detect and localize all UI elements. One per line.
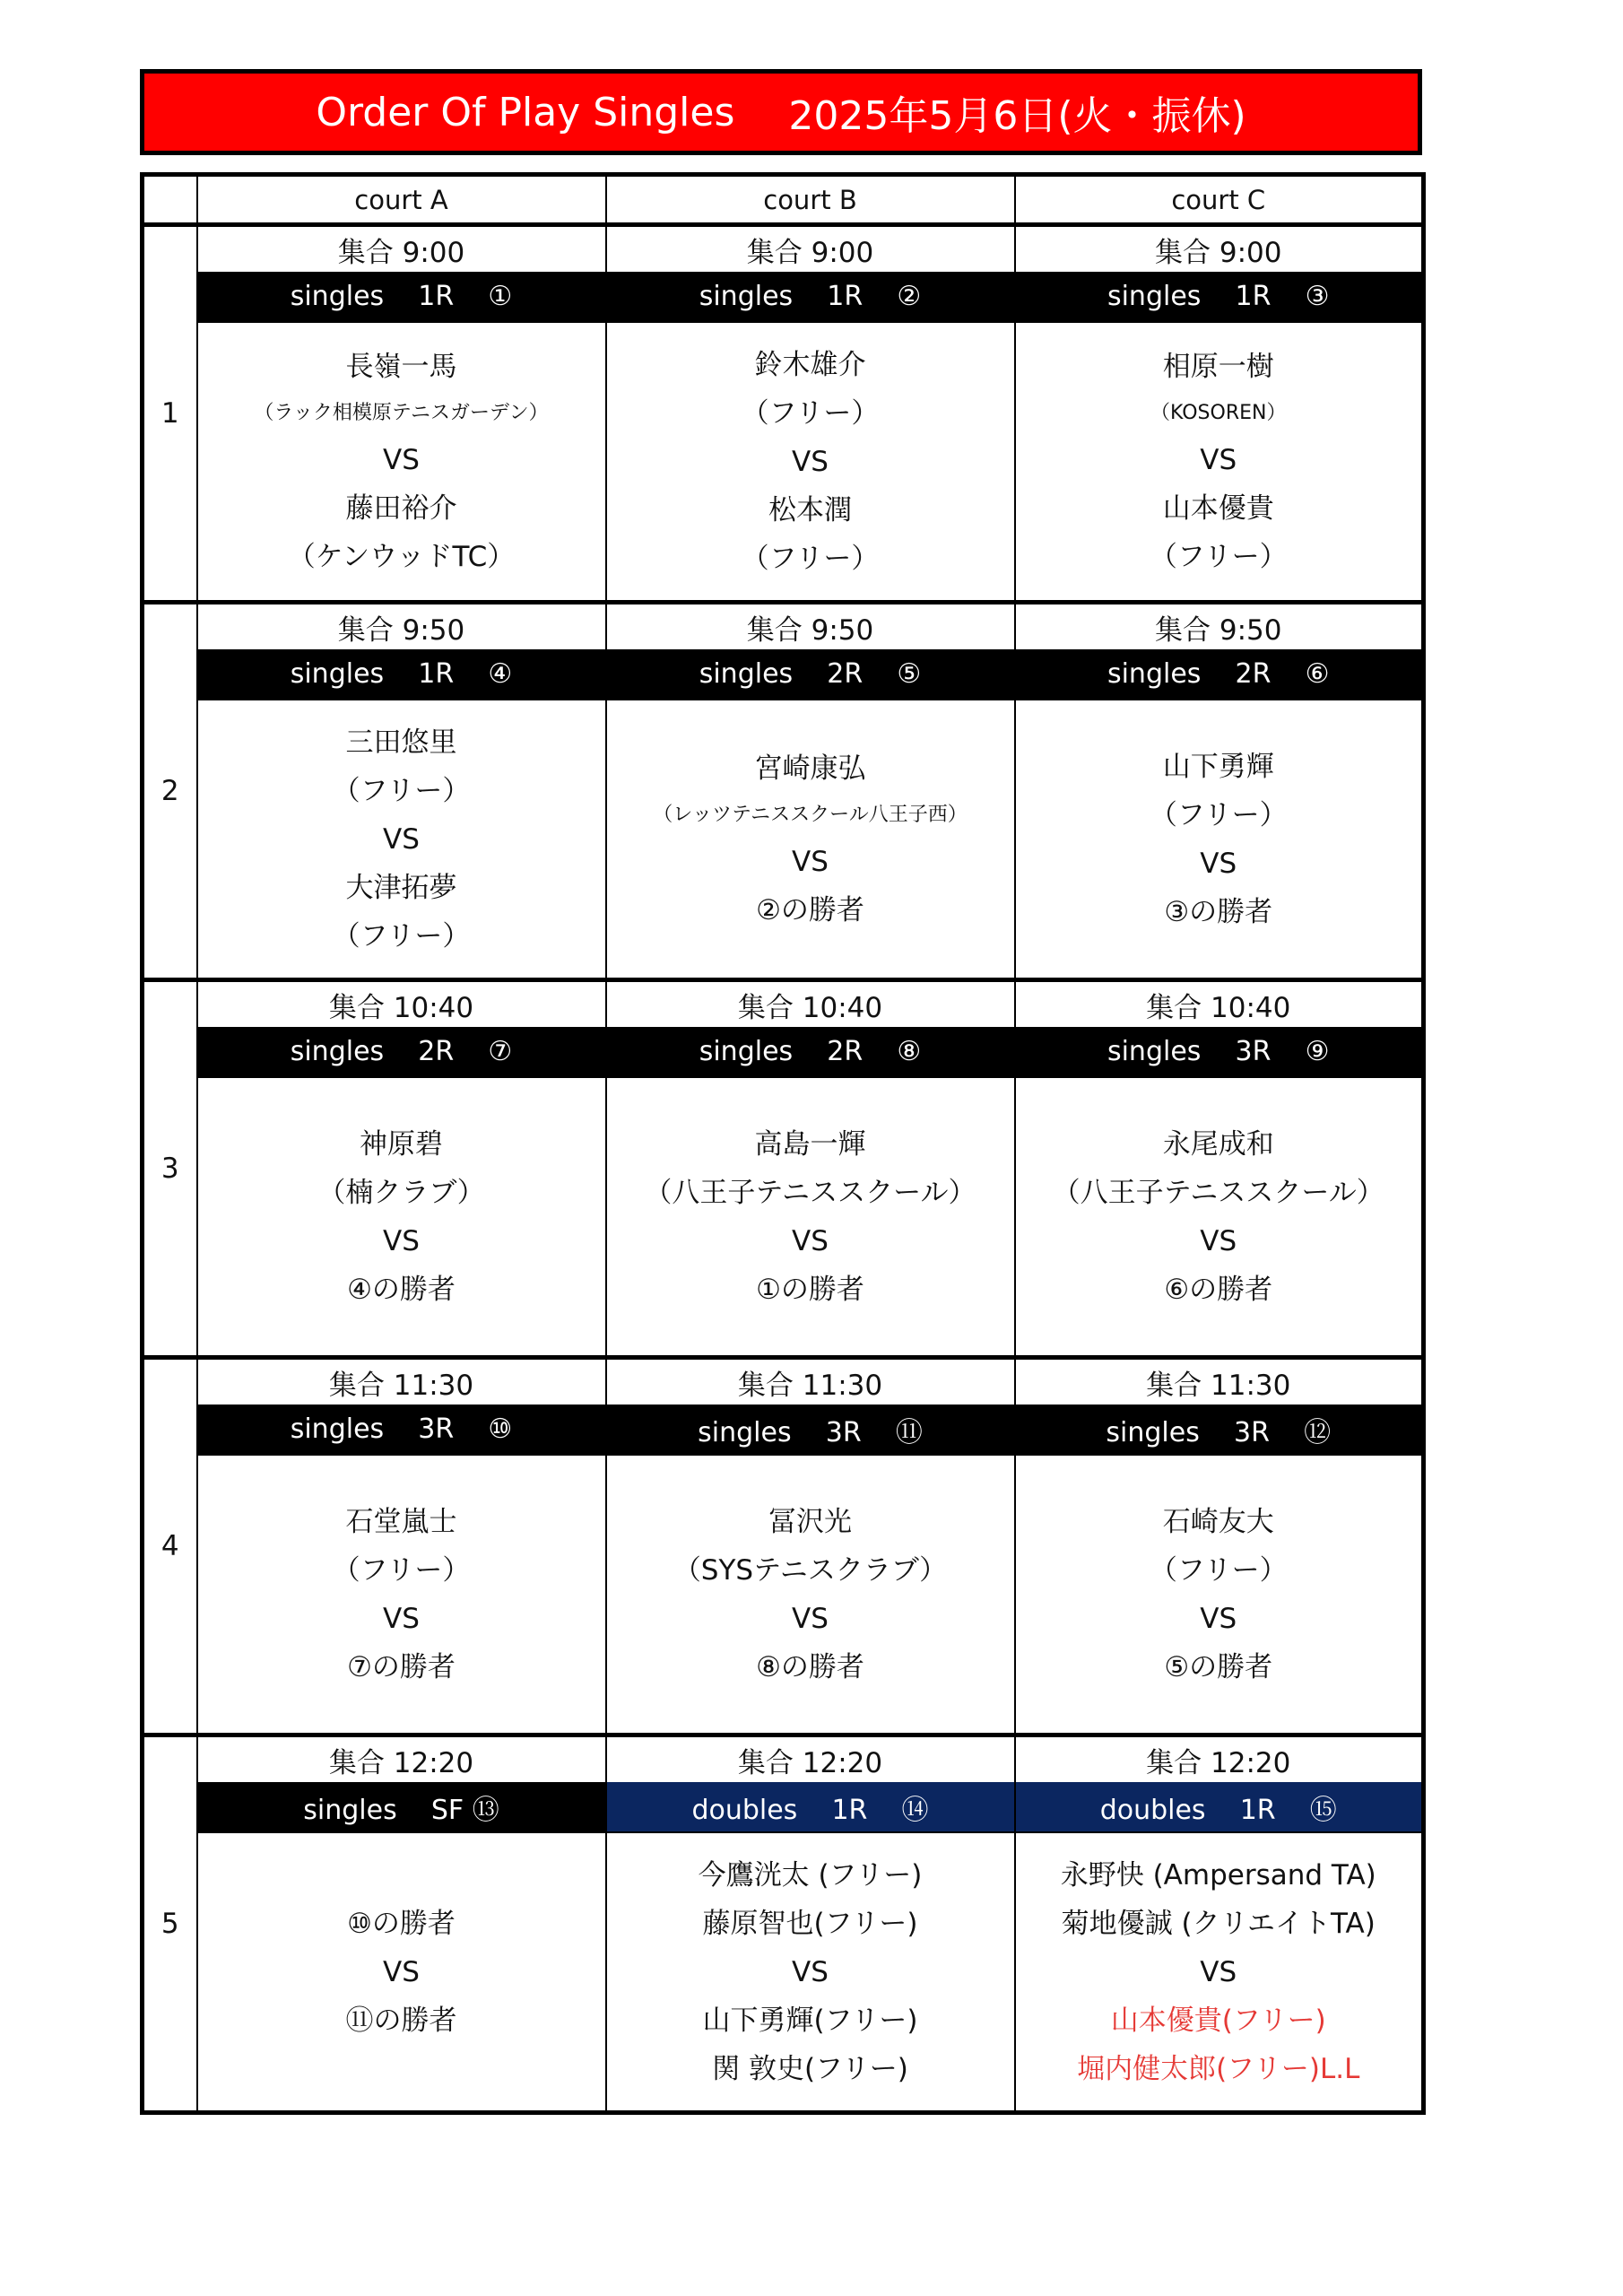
player-line: （ケンウッドTC） xyxy=(287,540,516,573)
player-line: （フリー） xyxy=(1149,540,1288,573)
round-1-time-row xyxy=(143,225,1424,273)
call-time-court-c: 集合 9:50 xyxy=(1015,603,1424,650)
players-cell-court-c xyxy=(1015,1455,1424,1735)
players-cell-court-c xyxy=(1015,1077,1424,1358)
round-2-players-row xyxy=(143,700,1424,980)
call-time-court-a: 集合 9:50 xyxy=(197,603,606,650)
players-cell-court-c xyxy=(1015,1832,1424,2113)
player-line: 相原一樹 xyxy=(1162,350,1274,383)
round-number: 3 xyxy=(143,980,197,1358)
round-number: 4 xyxy=(143,1358,197,1735)
player-line: ⑩の勝者 xyxy=(347,1907,456,1940)
round-4-match-row xyxy=(143,1405,1424,1455)
call-time-court-c: 集合 12:20 xyxy=(1015,1735,1424,1783)
match-label-court-b: singles 2R ⑤ xyxy=(606,649,1015,700)
call-time-court-b: 集合 10:40 xyxy=(606,980,1015,1028)
player-line: ④の勝者 xyxy=(347,1273,456,1306)
players-cell-court-b xyxy=(606,322,1015,603)
order-of-play-table xyxy=(140,172,1426,2115)
call-time-court-c: 集合 11:30 xyxy=(1015,1358,1424,1405)
header-row xyxy=(143,175,1424,225)
player-line: 山本優貴(フリー) xyxy=(1110,2004,1326,2037)
match-label-court-a: singles 1R ① xyxy=(197,272,606,322)
match-label-court-b: singles 3R ⑪ xyxy=(606,1405,1015,1455)
player-line: 高島一輝 xyxy=(754,1127,866,1161)
round-1-players-row xyxy=(143,322,1424,603)
player-lines xyxy=(198,1498,605,1692)
player-line: 今鷹洸太 (フリー) xyxy=(698,1858,923,1892)
player-line: 菊地優誠 (クリエイトTA) xyxy=(1061,1907,1376,1940)
players-cell-court-b xyxy=(606,1455,1015,1735)
match-label-court-c: singles 2R ⑥ xyxy=(1015,649,1424,700)
round-2-time-row xyxy=(143,603,1424,650)
player-line: ⑪の勝者 xyxy=(345,2004,457,2037)
player-lines xyxy=(198,718,605,961)
player-line: 長嶺一馬 xyxy=(345,350,457,383)
players-cell-court-a xyxy=(197,322,606,603)
call-time-court-b: 集合 12:20 xyxy=(606,1735,1015,1783)
call-time-court-b: 集合 11:30 xyxy=(606,1358,1015,1405)
player-lines xyxy=(607,744,1014,935)
player-line: （楠クラブ） xyxy=(317,1176,485,1209)
player-lines xyxy=(1016,1498,1422,1692)
match-label-court-c: doubles 1R ⑮ xyxy=(1015,1782,1424,1832)
player-line: （フリー） xyxy=(332,919,471,952)
vs-label: VS xyxy=(1200,1224,1237,1257)
vs-label: VS xyxy=(792,445,829,478)
players-cell-court-b xyxy=(606,700,1015,980)
page-title: Order Of Play Singles xyxy=(316,89,735,135)
call-time-court-a: 集合 11:30 xyxy=(197,1358,606,1405)
round-4-time-row xyxy=(143,1358,1424,1405)
round-1-match-row xyxy=(143,272,1424,322)
vs-label: VS xyxy=(383,1602,420,1635)
players-cell-court-a xyxy=(197,700,606,980)
player-lines xyxy=(198,1120,605,1314)
header-court-b: court B xyxy=(606,175,1015,225)
vs-label: VS xyxy=(792,1955,829,1988)
player-line: ⑥の勝者 xyxy=(1164,1273,1273,1306)
player-line: 松本潤 xyxy=(768,493,852,526)
match-label-court-c: singles 3R ⑫ xyxy=(1015,1405,1424,1455)
call-time-court-a: 集合 10:40 xyxy=(197,980,606,1028)
player-line: （フリー） xyxy=(332,1553,471,1587)
header-court-a: court A xyxy=(197,175,606,225)
round-3-players-row xyxy=(143,1077,1424,1358)
player-lines xyxy=(1016,743,1422,936)
call-time-court-a: 集合 12:20 xyxy=(197,1735,606,1783)
player-line: 永野快 (Ampersand TA) xyxy=(1060,1858,1376,1892)
player-line: （フリー） xyxy=(332,774,471,807)
player-line: （レッツテニススクール八王子西） xyxy=(653,803,968,826)
player-line: 石崎友大 xyxy=(1162,1505,1274,1538)
vs-label: VS xyxy=(1200,1602,1237,1635)
round-5-time-row xyxy=(143,1735,1424,1783)
player-line: （八王子テニススクール） xyxy=(644,1176,976,1209)
match-label-court-c: singles 3R ⑨ xyxy=(1015,1027,1424,1077)
player-line: （フリー） xyxy=(741,542,880,575)
players-cell-court-a xyxy=(197,1832,606,2113)
player-line: （ラック相模原テニスガーデン） xyxy=(254,401,549,424)
players-cell-court-c xyxy=(1015,700,1424,980)
header-court-c: court C xyxy=(1015,175,1424,225)
player-lines xyxy=(607,1851,1014,2093)
match-label-court-a: singles SF ⑬ xyxy=(197,1782,606,1832)
player-lines xyxy=(1016,1851,1422,2093)
player-line: （フリー） xyxy=(1149,1553,1288,1587)
player-line: 山本優貴 xyxy=(1162,491,1274,525)
vs-label: VS xyxy=(1200,1955,1237,1988)
player-line: （八王子テニススクール） xyxy=(1052,1176,1384,1209)
players-cell-court-a xyxy=(197,1455,606,1735)
player-line: 藤田裕介 xyxy=(345,491,457,525)
header-corner-cell xyxy=(143,175,197,225)
player-line: 大津拓夢 xyxy=(345,871,457,904)
player-line: 三田悠里 xyxy=(345,726,457,759)
player-line: 宮崎康弘 xyxy=(754,752,866,785)
player-line: ②の勝者 xyxy=(756,893,864,926)
player-line: ③の勝者 xyxy=(1164,895,1273,928)
call-time-court-b: 集合 9:50 xyxy=(606,603,1015,650)
player-line: 関 敦史(フリー) xyxy=(712,2052,908,2085)
call-time-court-c: 集合 9:00 xyxy=(1015,225,1424,273)
player-line: 石堂嵐士 xyxy=(345,1505,457,1538)
player-lines xyxy=(607,341,1014,583)
match-label-court-b: singles 1R ② xyxy=(606,272,1015,322)
round-2-match-row xyxy=(143,649,1424,700)
vs-label: VS xyxy=(792,1224,829,1257)
vs-label: VS xyxy=(1200,443,1237,476)
event-date: 2025年5月6日(火・振休) xyxy=(788,93,1246,139)
match-label-court-a: singles 3R ⑩ xyxy=(197,1405,606,1455)
player-line: ①の勝者 xyxy=(756,1273,864,1306)
player-line: （KOSOREN） xyxy=(1150,401,1287,424)
title-bar xyxy=(140,69,1422,155)
player-line: 永尾成和 xyxy=(1162,1127,1274,1161)
players-cell-court-b xyxy=(606,1832,1015,2113)
player-line: ⑦の勝者 xyxy=(347,1650,456,1683)
round-number: 5 xyxy=(143,1735,197,2113)
match-label-court-a: singles 1R ④ xyxy=(197,649,606,700)
vs-label: VS xyxy=(383,822,420,856)
round-number: 1 xyxy=(143,225,197,603)
round-3-time-row xyxy=(143,980,1424,1028)
player-line: 山下勇輝 xyxy=(1162,750,1274,783)
match-label-court-b: doubles 1R ⑭ xyxy=(606,1782,1015,1832)
player-line: （SYSテニスクラブ） xyxy=(673,1553,948,1587)
round-5-match-row xyxy=(143,1782,1424,1832)
match-label-court-c: singles 1R ③ xyxy=(1015,272,1424,322)
round-number: 2 xyxy=(143,603,197,980)
player-line: 冨沢光 xyxy=(768,1505,852,1538)
players-cell-court-b xyxy=(606,1077,1015,1358)
player-line: （フリー） xyxy=(1149,798,1288,831)
vs-label: VS xyxy=(792,1602,829,1635)
player-line: ⑤の勝者 xyxy=(1164,1650,1273,1683)
vs-label: VS xyxy=(1200,847,1237,880)
players-cell-court-c xyxy=(1015,322,1424,603)
vs-label: VS xyxy=(383,443,420,476)
player-lines xyxy=(198,343,605,581)
vs-label: VS xyxy=(383,1955,420,1988)
player-line: 鈴木雄介 xyxy=(754,348,866,381)
player-line: （フリー） xyxy=(741,396,880,430)
player-lines xyxy=(607,1498,1014,1692)
round-4-players-row xyxy=(143,1455,1424,1735)
players-cell-court-a xyxy=(197,1077,606,1358)
player-lines xyxy=(1016,1120,1422,1314)
match-label-court-b: singles 2R ⑧ xyxy=(606,1027,1015,1077)
round-3-match-row xyxy=(143,1027,1424,1077)
player-lines xyxy=(198,1900,605,2045)
player-line: 神原碧 xyxy=(360,1127,443,1161)
player-line: ⑧の勝者 xyxy=(756,1650,864,1683)
vs-label: VS xyxy=(383,1224,420,1257)
call-time-court-b: 集合 9:00 xyxy=(606,225,1015,273)
call-time-court-a: 集合 9:00 xyxy=(197,225,606,273)
player-line: 藤原智也(フリー) xyxy=(702,1907,918,1940)
match-label-court-a: singles 2R ⑦ xyxy=(197,1027,606,1077)
vs-label: VS xyxy=(792,845,829,878)
player-lines xyxy=(1016,343,1422,581)
call-time-court-c: 集合 10:40 xyxy=(1015,980,1424,1028)
round-5-players-row xyxy=(143,1832,1424,2113)
player-line: 堀内健太郎(フリー)L.L xyxy=(1077,2052,1360,2085)
player-lines xyxy=(607,1120,1014,1314)
player-line: 山下勇輝(フリー) xyxy=(702,2004,918,2037)
